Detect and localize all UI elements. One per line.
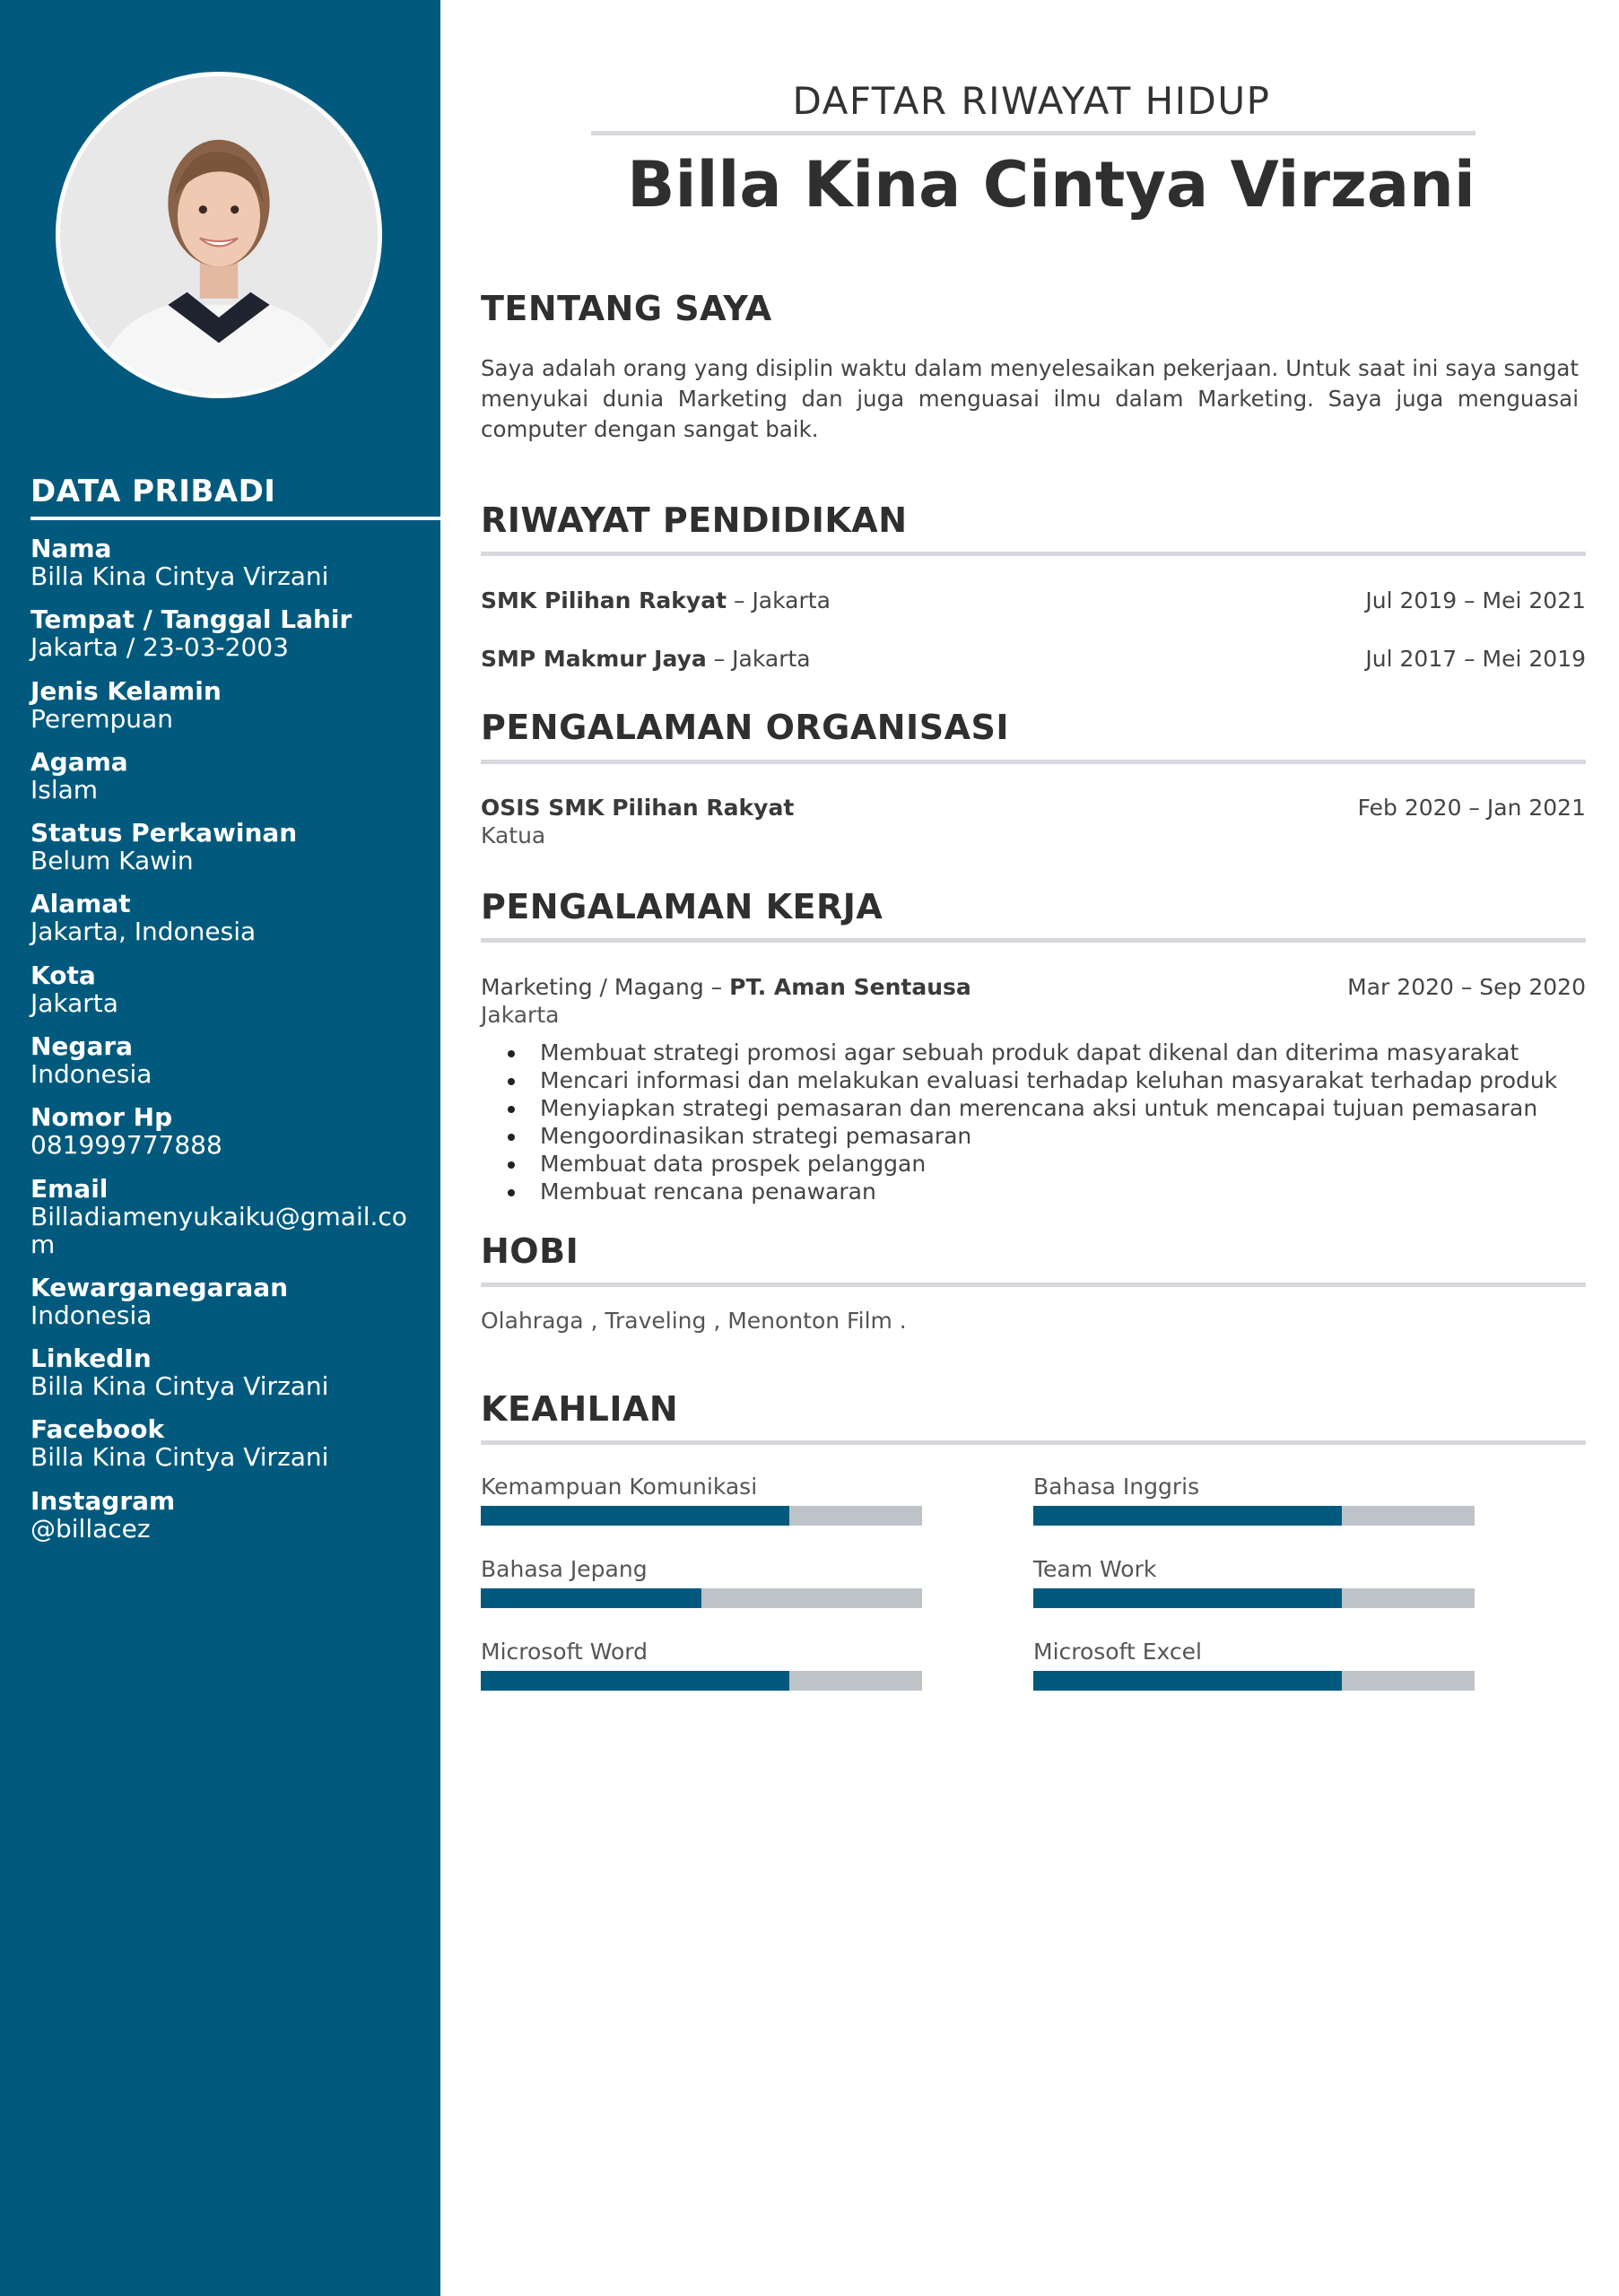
education-divider bbox=[481, 552, 1586, 556]
personal-data-label: Kewarganegaraan bbox=[30, 1272, 289, 1302]
personal-data-value: Islam bbox=[30, 774, 99, 804]
personal-data-item bbox=[30, 1415, 425, 1486]
personal-data-label: Nama bbox=[30, 534, 112, 563]
personal-data-label: Instagram bbox=[30, 1485, 176, 1516]
skill-item bbox=[481, 1474, 922, 1526]
education-date: Jul 2019 – Mei 2021 bbox=[1365, 587, 1586, 613]
school-name: SMP Makmur Jaya bbox=[481, 646, 707, 672]
skill-bar bbox=[1033, 1588, 1475, 1608]
skill-name: Microsoft Excel bbox=[1033, 1639, 1202, 1665]
work-heading: PENGALAMAN KERJA bbox=[481, 887, 883, 926]
personal-data-label: Jenis Kelamin bbox=[30, 675, 222, 706]
personal-data-value: Billa Kina Cintya Virzani bbox=[30, 561, 329, 591]
education-date: Jul 2017 – Mei 2019 bbox=[1365, 646, 1586, 672]
personal-data-value: 081999777888 bbox=[30, 1130, 222, 1161]
personal-data-label: Negara bbox=[30, 1031, 134, 1062]
personal-data-value: Perempuan bbox=[30, 703, 173, 734]
bullet-icon bbox=[508, 1050, 515, 1057]
list-item bbox=[508, 1039, 1584, 1066]
bullet-icon bbox=[508, 1161, 515, 1169]
work-date: Mar 2020 – Sep 2020 bbox=[1347, 974, 1586, 1000]
school-city: Jakarta bbox=[752, 587, 831, 613]
personal-data-value: Indonesia bbox=[30, 1059, 152, 1090]
about-heading: TENTANG SAYA bbox=[481, 289, 772, 328]
skill-level-fill bbox=[1033, 1506, 1342, 1526]
about-text: Saya adalah orang yang disiplin waktu dalam menyelesaikan pekerjaan. Untuk saat ini saya sangat menyukai dunia Marketing dan juga menguasai ilmu dalam Marketing. Saya juga menguasai computer dengan sangat baik. bbox=[481, 355, 1579, 442]
skill-level-fill bbox=[481, 1671, 789, 1691]
full-name: Billa Kina Cintya Virzani bbox=[627, 148, 1475, 222]
work-company: PT. Aman Sentausa bbox=[729, 974, 971, 1000]
education-item bbox=[481, 587, 1586, 613]
profile-photo-illustration bbox=[60, 76, 378, 394]
personal-data-value: Jakarta, Indonesia bbox=[30, 917, 257, 947]
skill-name: Bahasa Inggris bbox=[1033, 1474, 1200, 1500]
personal-data-list bbox=[30, 535, 425, 1558]
hobby-text: Olahraga , Traveling , Menonton Film . bbox=[481, 1308, 907, 1334]
sidebar bbox=[0, 0, 440, 2296]
personal-data-label: Email bbox=[30, 1173, 109, 1204]
personal-data-item bbox=[30, 819, 425, 890]
list-item bbox=[508, 1122, 1584, 1150]
instagram-value[interactable]: @billacez bbox=[30, 1513, 151, 1544]
title-divider bbox=[591, 131, 1475, 135]
skill-bar bbox=[1033, 1671, 1475, 1691]
personal-data-item bbox=[30, 605, 425, 676]
education-heading: RIWAYAT PENDIDIKAN bbox=[481, 500, 908, 540]
bullet-icon bbox=[508, 1106, 515, 1113]
skill-bar bbox=[481, 1671, 922, 1691]
skill-bar bbox=[481, 1506, 922, 1526]
list-item bbox=[508, 1178, 1584, 1205]
skill-name: Microsoft Word bbox=[481, 1639, 648, 1665]
facebook-value[interactable]: Billa Kina Cintya Virzani bbox=[30, 1442, 329, 1473]
skill-name: Team Work bbox=[1033, 1556, 1157, 1582]
organization-date: Feb 2020 – Jan 2021 bbox=[1357, 795, 1586, 821]
personal-data-label: Agama bbox=[30, 746, 128, 777]
personal-data-item bbox=[30, 1032, 425, 1103]
personal-data-item bbox=[30, 748, 425, 819]
task-text: Membuat rencana penawaran bbox=[540, 1178, 876, 1205]
skill-name: Bahasa Jepang bbox=[481, 1556, 648, 1582]
skill-bar bbox=[1033, 1506, 1475, 1526]
personal-data-item bbox=[30, 890, 425, 961]
personal-data-label: Status Perkawinan bbox=[30, 818, 298, 848]
skills-divider bbox=[481, 1440, 1586, 1445]
personal-data-label: Tempat / Tanggal Lahir bbox=[30, 604, 353, 635]
linkedin-value[interactable]: Billa Kina Cintya Virzani bbox=[30, 1370, 329, 1401]
document-title: DAFTAR RIWAYAT HIDUP bbox=[792, 79, 1271, 123]
personal-data-value: Indonesia bbox=[30, 1300, 152, 1330]
personal-data-item bbox=[30, 677, 425, 748]
personal-data-heading: DATA PRIBADI bbox=[30, 474, 276, 509]
personal-data-label: LinkedIn bbox=[30, 1343, 152, 1373]
skill-item bbox=[1033, 1639, 1475, 1691]
bullet-icon bbox=[508, 1078, 515, 1085]
personal-data-value: Jakarta / 23-03-2003 bbox=[30, 632, 289, 663]
personal-data-item bbox=[30, 1487, 425, 1558]
school-name: SMK Pilihan Rakyat bbox=[481, 587, 727, 613]
task-text: Menyiapkan strategi pemasaran dan merencana aksi untuk mencapai tujuan pemasaran bbox=[540, 1095, 1538, 1121]
task-text: Mencari informasi dan melakukan evaluasi terhadap keluhan masyarakat terhadap produk bbox=[540, 1067, 1558, 1093]
skill-item bbox=[481, 1556, 922, 1608]
education-item bbox=[481, 646, 1586, 672]
skill-level-fill bbox=[1033, 1671, 1342, 1691]
personal-data-label: Nomor Hp bbox=[30, 1102, 173, 1133]
organization-role: Katua bbox=[481, 822, 546, 848]
skills-heading: KEAHLIAN bbox=[481, 1389, 679, 1429]
task-text: Membuat strategi promosi agar sebuah produk dapat dikenal dan diterima masyarakat bbox=[540, 1039, 1519, 1065]
organization-name: OSIS SMK Pilihan Rakyat bbox=[481, 795, 795, 821]
list-item bbox=[508, 1150, 1584, 1178]
personal-data-label: Facebook bbox=[30, 1414, 165, 1445]
hobby-divider bbox=[481, 1283, 1586, 1287]
skill-item bbox=[481, 1639, 922, 1691]
skill-bar bbox=[481, 1588, 922, 1608]
separator: – bbox=[727, 587, 753, 613]
bullet-icon bbox=[508, 1134, 515, 1141]
separator: – bbox=[703, 974, 730, 1000]
personal-data-divider bbox=[30, 517, 440, 520]
work-position: Marketing / Magang bbox=[481, 974, 704, 1000]
bullet-icon bbox=[508, 1189, 515, 1196]
personal-data-item bbox=[30, 961, 425, 1032]
email-value[interactable]: Billadiamenyukaiku@gmail.com bbox=[30, 1201, 407, 1259]
personal-data-item bbox=[30, 1103, 425, 1174]
school-city: Jakarta bbox=[732, 646, 811, 672]
list-item bbox=[508, 1094, 1584, 1122]
work-city: Jakarta bbox=[481, 1002, 560, 1028]
skill-level-fill bbox=[481, 1588, 701, 1608]
separator: – bbox=[706, 646, 733, 672]
skill-item bbox=[1033, 1556, 1475, 1608]
personal-data-value: Jakarta bbox=[30, 987, 118, 1018]
task-text: Membuat data prospek pelanggan bbox=[540, 1151, 927, 1177]
profile-photo bbox=[56, 72, 382, 398]
skill-level-fill bbox=[481, 1506, 789, 1526]
skill-item bbox=[1033, 1474, 1475, 1526]
organization-divider bbox=[481, 760, 1586, 764]
list-item bbox=[508, 1066, 1584, 1094]
skill-name: Kemampuan Komunikasi bbox=[481, 1474, 758, 1500]
personal-data-label: Kota bbox=[30, 960, 96, 990]
personal-data-item bbox=[30, 1344, 425, 1415]
organization-heading: PENGALAMAN ORGANISASI bbox=[481, 708, 1009, 747]
personal-data-label: Alamat bbox=[30, 889, 131, 919]
task-text: Mengoordinasikan strategi pemasaran bbox=[540, 1123, 972, 1149]
organization-item bbox=[481, 795, 1586, 821]
skill-level-fill bbox=[1033, 1588, 1342, 1608]
work-divider bbox=[481, 938, 1586, 943]
personal-data-item bbox=[30, 535, 425, 605]
personal-data-value: Belum Kawin bbox=[30, 846, 194, 876]
work-item bbox=[481, 974, 1586, 1000]
work-task-list bbox=[508, 1039, 1584, 1205]
hobby-heading: HOBI bbox=[481, 1231, 579, 1271]
personal-data-item bbox=[30, 1274, 425, 1344]
personal-data-item bbox=[30, 1175, 425, 1274]
